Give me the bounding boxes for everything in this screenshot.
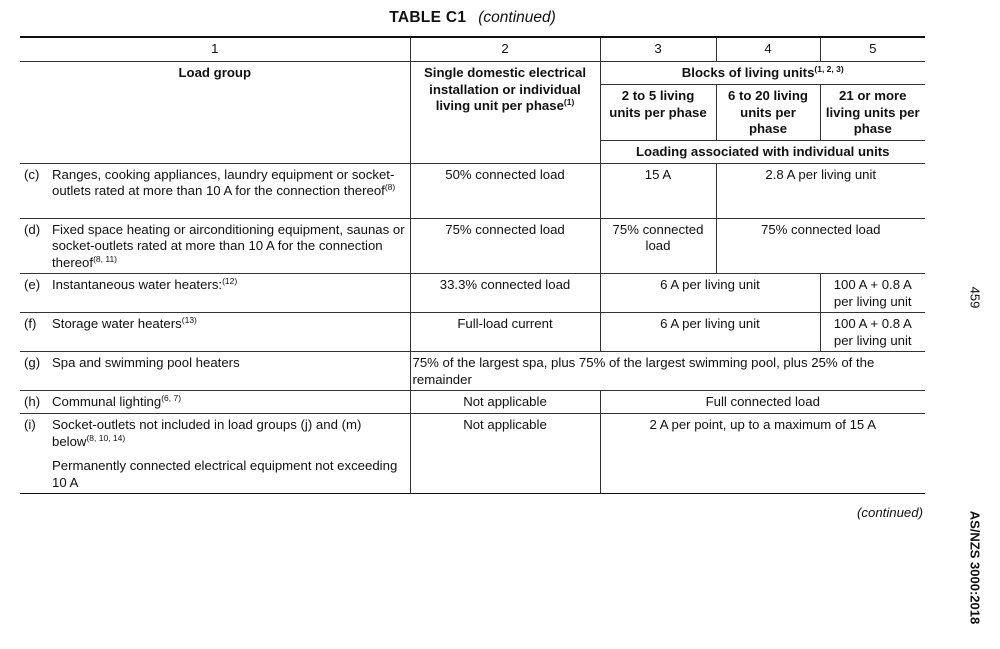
table-row (20, 414, 925, 494)
header-blocks-text: Blocks of living units (681, 65, 815, 80)
row-i-blocks: 2 A per point, up to a maximum of 15 A (600, 414, 925, 494)
table-row (20, 163, 925, 218)
row-h-single: Not applicable (410, 391, 600, 414)
row-g-text: Spa and swimming pool heaters (52, 355, 240, 370)
table-row (20, 313, 925, 352)
header-blocks-note: (1, 2, 3) (814, 64, 844, 74)
col-number-4: 4 (716, 37, 820, 62)
row-g-load-group (20, 352, 410, 391)
row-e-text: Instantaneous water heaters: (52, 277, 223, 292)
row-d-2-to-5: 75% connected load (600, 218, 716, 274)
row-f-2-to-20: 6 A per living unit (600, 313, 820, 352)
row-i-label: (i) (24, 417, 36, 432)
row-e-2-to-20: 6 A per living unit (600, 274, 820, 313)
row-f-21-plus: 100 A + 0.8 A per living unit (820, 313, 925, 352)
col-number-3: 3 (600, 37, 716, 62)
row-h-text: Communal lighting (52, 394, 162, 409)
load-table (20, 36, 925, 494)
table-number: TABLE C1 (389, 9, 467, 26)
row-e-note: (12) (222, 276, 238, 286)
row-d-text: Fixed space heating or airconditioning equipment, saunas or socket-outlets rated at more than 10 A for the connection thereof (52, 221, 405, 270)
row-c-load-group (20, 163, 410, 218)
row-d-load-group (20, 218, 410, 274)
header-single-domestic-note: (1) (563, 97, 575, 107)
row-e-label: (e) (24, 277, 41, 292)
row-i-text: Socket-outlets not included in load groups (j) and (m) below (52, 417, 362, 449)
row-c-text: Ranges, cooking appliances, laundry equipment or socket-outlets rated at more than 10 A for the connection thereof (52, 166, 395, 198)
header-6-to-20: 6 to 20 living units per phase (716, 85, 820, 141)
table-title (20, 9, 925, 27)
table-continued-note: (continued) (478, 9, 556, 26)
row-d-note: (8, 11) (93, 253, 117, 264)
row-g-label: (g) (24, 355, 41, 370)
header-single-domestic-text: Single domestic electrical installation or individual living unit per phase (424, 65, 586, 113)
page-number: 459 (967, 286, 983, 309)
row-g-all-columns: 75% of the largest spa, plus 75% of the largest swimming pool, plus 25% of the remainder (410, 352, 925, 391)
row-c-label: (c) (24, 166, 40, 182)
row-i-note: (8, 10, 14) (86, 432, 126, 443)
row-e-single: 33.3% connected load (410, 274, 600, 313)
row-i-text-secondary: Permanently connected electrical equipment not exceeding 10 A (52, 458, 398, 490)
header-loading-individual-units: Loading associated with individual units (600, 140, 925, 163)
row-h-blocks: Full connected load (600, 391, 925, 414)
continued-note: (continued) (857, 505, 923, 520)
col-number-1: 1 (20, 37, 410, 62)
row-f-note: (13) (181, 315, 197, 325)
row-h-label: (h) (24, 394, 41, 409)
standard-identifier: AS/NZS 3000:2018 (967, 510, 983, 625)
header-load-group: Load group (20, 62, 410, 164)
row-i-load-group (20, 414, 410, 494)
row-c-note: (8) (384, 182, 396, 192)
column-number-row (20, 37, 925, 62)
row-c-2-to-5: 15 A (600, 163, 716, 218)
col-number-2: 2 (410, 37, 600, 62)
table-row (20, 274, 925, 313)
row-d-label: (d) (24, 221, 41, 237)
col-number-5: 5 (820, 37, 925, 62)
header-21-or-more: 21 or more living units per phase (820, 85, 925, 141)
row-f-text: Storage water heaters (52, 316, 182, 331)
row-f-load-group (20, 313, 410, 352)
row-c-single: 50% connected load (410, 163, 600, 218)
table-row (20, 391, 925, 414)
table-row (20, 352, 925, 391)
row-f-label: (f) (24, 316, 37, 331)
row-c-6-plus: 2.8 A per living unit (716, 163, 925, 218)
row-h-load-group (20, 391, 410, 414)
row-d-6-plus: 75% connected load (716, 218, 925, 274)
table-row (20, 218, 925, 274)
row-f-single: Full-load current (410, 313, 600, 352)
row-e-21-plus: 100 A + 0.8 A per living unit (820, 274, 925, 313)
row-h-note: (6, 7) (161, 393, 182, 403)
header-blocks (600, 62, 925, 85)
row-i-single: Not applicable (410, 414, 600, 494)
row-e-load-group (20, 274, 410, 313)
header-2-to-5: 2 to 5 living units per phase (600, 85, 716, 141)
header-single-domestic (410, 62, 600, 164)
row-d-single: 75% connected load (410, 218, 600, 274)
